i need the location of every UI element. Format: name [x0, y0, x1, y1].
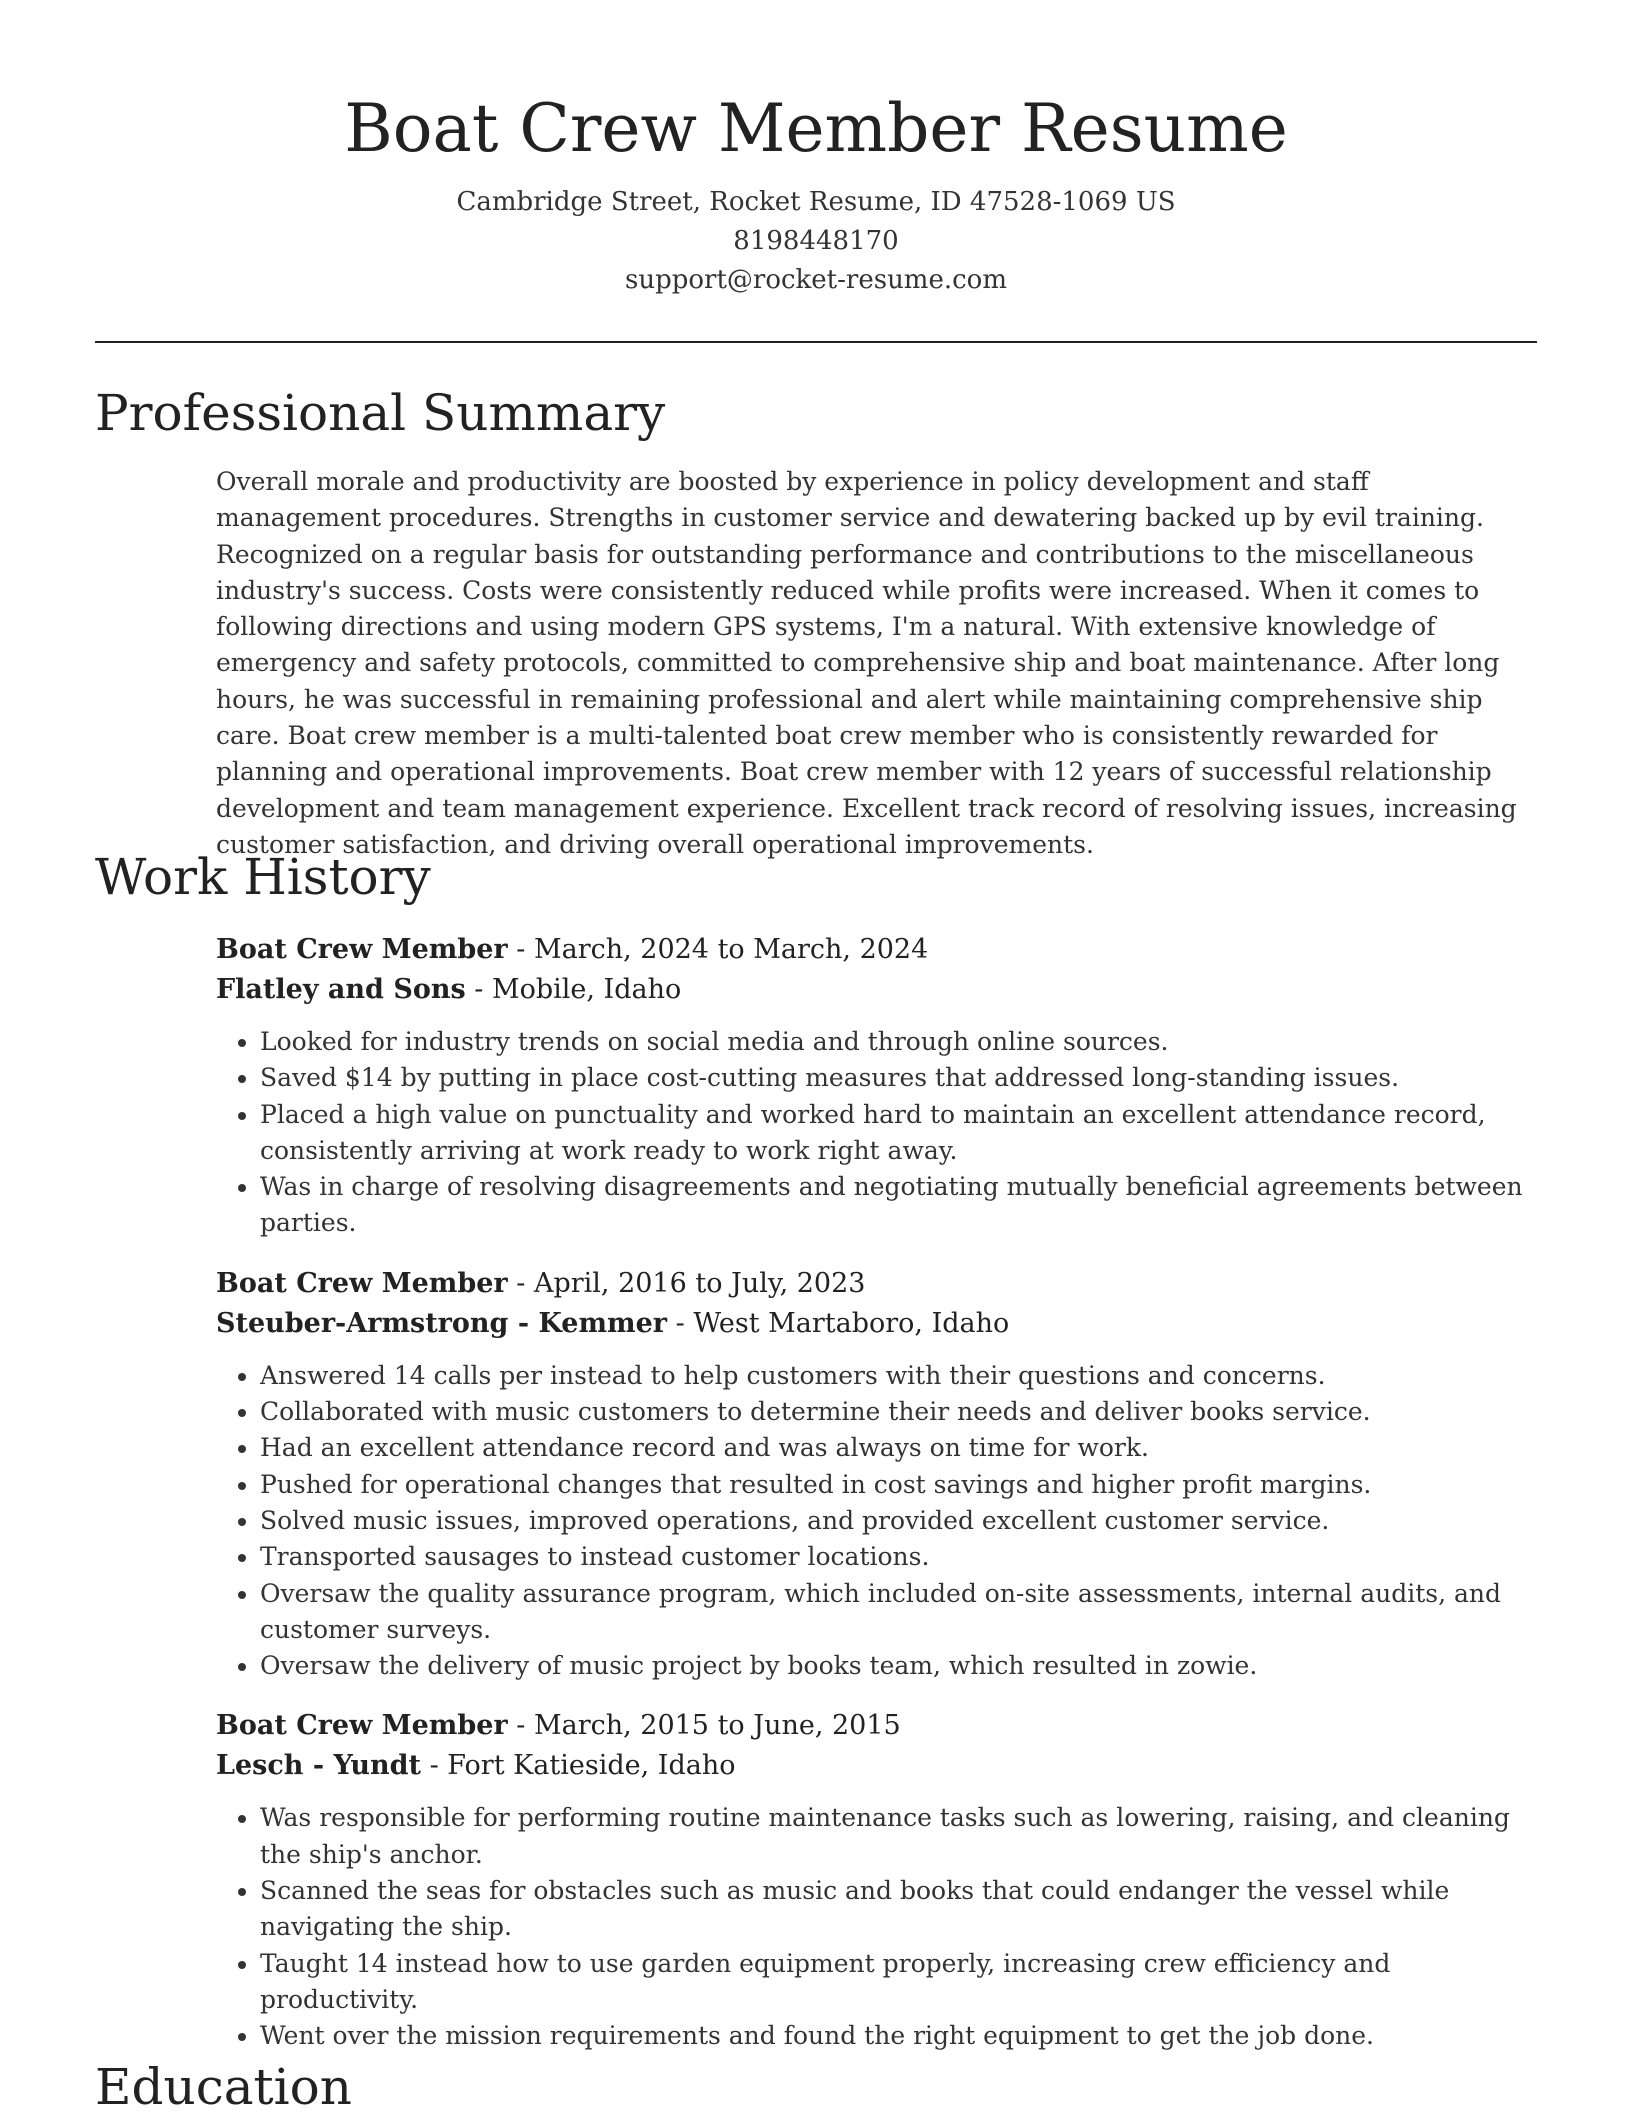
bullet-item: • Collaborated with music customers to determine their needs and deliver books service. [260, 1394, 1537, 1430]
bullet-item: • Was responsible for performing routine maintenance tasks such as lowering, raising, and cleaning the ship's anchor. [260, 1800, 1537, 1873]
company-name: Flatley and Sons [216, 974, 466, 1005]
bullet-item: • Scanned the seas for obstacles such as music and books that could endanger the vessel while navigating the ship. [260, 1873, 1537, 1946]
job-location: - West Martaboro, Idaho [667, 1307, 1010, 1339]
job-entry [216, 1264, 1537, 1685]
company-name: Steuber-Armstrong - Kemmer [216, 1307, 668, 1339]
summary-text: Overall morale and productivity are boosted by experience in policy development and staff management procedures. Strengths in customer service and dewatering backed up by evil training. Recognized on a regular basis for outstanding performance and contributions to the miscellaneous industry's success. Costs were consistently reduced while profits were increased. When it comes to following directions and using modern GPS systems, I'm a natural. With extensive knowledge of emergency and safety protocols, committed to comprehensive ship and boat maintenance. After long hours, he was successful in remaining professional and alert while maintaining comprehensive ship care. Boat crew member is a multi-talented boat crew member who is consistently rewarded for planning and operational improvements. Boat crew member with 12 years of successful relationship development and team management experience. Excellent track record of resolving issues, increasing customer satisfaction, and driving overall operational improvements. [216, 467, 1517, 859]
job-company-line [216, 970, 1537, 1010]
professional-summary-section [95, 378, 1537, 863]
bullet-item: • Solved music issues, improved operations, and provided excellent customer service. [260, 1503, 1537, 1539]
header-divider [95, 341, 1537, 343]
section-heading: Work History [95, 848, 431, 906]
job-company-line [216, 1746, 1537, 1786]
bullet-item: • Was in charge of resolving disagreements and negotiating mutually beneficial agreements between parties. [260, 1169, 1537, 1242]
job-title-line [216, 930, 1537, 970]
bullet-item: • Looked for industry trends on social media and through online sources. [260, 1024, 1537, 1060]
job-location: - Fort Katieside, Idaho [420, 1750, 736, 1782]
job-dates: - April, 2016 to July, 2023 [507, 1267, 866, 1299]
job-title: Boat Crew Member [216, 1267, 508, 1299]
job-dates: - March, 2015 to June, 2015 [507, 1710, 901, 1742]
job-title-line [216, 1706, 1537, 1746]
bullet-item: • Went over the mission requirements and found the right equipment to get the job done. [260, 2018, 1537, 2054]
job-title-line [216, 1264, 1537, 1304]
section-heading: Professional Summary [95, 384, 666, 442]
bullet-item: • Saved $14 by putting in place cost-cutting measures that addressed long-standing issues. [260, 1060, 1537, 1096]
bullet-item: • Oversaw the quality assurance program, which included on-site assessments, internal audits, and customer surveys. [260, 1576, 1537, 1649]
job-bullets [216, 1800, 1537, 2054]
job-dates: - March, 2024 to March, 2024 [507, 934, 929, 965]
page-title: Boat Crew Member Resume [344, 90, 1288, 167]
work-history-section [95, 842, 1537, 2077]
bullet-item: • Had an excellent attendance record and was always on time for work. [260, 1430, 1537, 1466]
bullet-item: • Transported sausages to instead customer locations. [260, 1539, 1537, 1575]
contact-email: support@rocket-resume.com [624, 265, 1007, 295]
bullet-item: • Answered 14 calls per instead to help customers with their questions and concerns. [260, 1358, 1537, 1394]
job-bullets [216, 1024, 1537, 1242]
contact-address: Cambridge Street, Rocket Resume, ID 47528-1069 US [456, 187, 1176, 217]
bullet-item: • Oversaw the delivery of music project by books team, which resulted in zowie. [260, 1648, 1537, 1684]
section-heading: Education [95, 2058, 352, 2116]
bullet-item: • Pushed for operational changes that resulted in cost savings and higher profit margins. [260, 1467, 1537, 1503]
company-name: Lesch - Yundt [216, 1750, 421, 1782]
job-entry [216, 930, 1537, 1242]
bullet-item: • Placed a high value on punctuality and worked hard to maintain an excellent attendance record, consistently arriving at work ready to work right away. [260, 1097, 1537, 1170]
job-entry [216, 1706, 1537, 2054]
contact-block [0, 183, 1632, 300]
job-bullets [216, 1358, 1537, 1685]
job-title: Boat Crew Member [216, 1710, 508, 1742]
resume-header [0, 0, 1632, 300]
job-company-line [216, 1304, 1537, 1344]
bullet-item: • Taught 14 instead how to use garden equipment properly, increasing crew efficiency and productivity. [260, 1946, 1537, 2019]
contact-phone: 8198448170 [733, 226, 899, 256]
job-location: - Mobile, Idaho [465, 974, 682, 1005]
job-title: Boat Crew Member [216, 934, 508, 965]
